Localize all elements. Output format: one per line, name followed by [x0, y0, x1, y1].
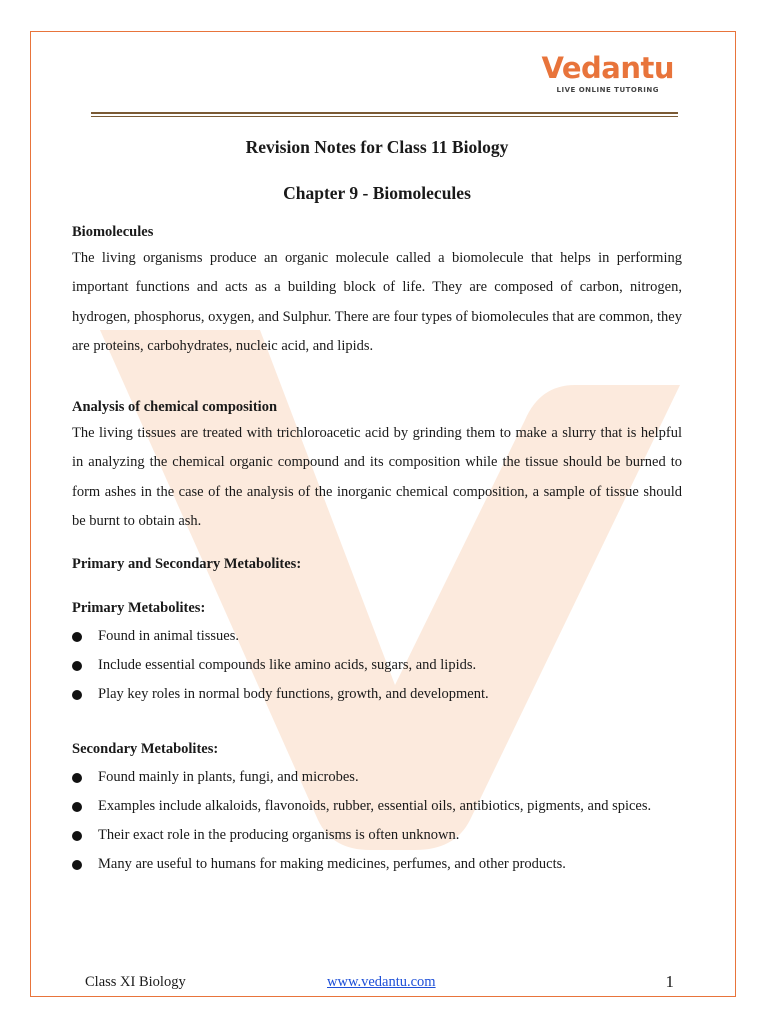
list-item: Found mainly in plants, fungi, and microbes.: [72, 763, 657, 792]
paragraph-analysis: The living tissues are treated with trichloroacetic acid by grinding them to make a slurry that is helpful in analyzing the chemical organic compound and its composition while the tissue should be burned to form ashes in the case of the analysis of the inorganic chemical composition, a sample of tissue should be burnt to obtain ash.: [72, 425, 682, 530]
header-rule: [91, 112, 678, 114]
section-heading-primary: Primary Metabolites:: [72, 600, 206, 617]
section-heading-secondary: Secondary Metabolites:: [72, 741, 219, 758]
logo-tagline: LIVE ONLINE TUTORING: [556, 86, 659, 94]
list-item: Found in animal tissues.: [72, 622, 682, 651]
primary-list: [72, 622, 682, 709]
page-content: [72, 130, 682, 879]
section-heading-biomolecules: Biomolecules: [72, 224, 154, 240]
vedantu-logo: [541, 52, 674, 94]
list-item: Examples include alkaloids, flavonoids, rubber, essential oils, antibiotics, pigments, and spices.: [72, 792, 657, 821]
page-footer: [85, 972, 674, 992]
list-item: Many are useful to humans for making medicines, perfumes, and other products.: [72, 850, 657, 879]
secondary-list: [72, 763, 657, 879]
footer-website-link[interactable]: www.vedantu.com: [327, 974, 436, 990]
paragraph-biomolecules: The living organisms produce an organic molecule called a biomolecule that helps in performing important functions and acts as a building block of life. They are composed of carbon, nitrogen, hydrogen, phosphorus, oxygen, and Sulphur. There are four types of biomolecules that are common, they are proteins, carbohydrates, nucleic acid, and lipids.: [72, 250, 682, 354]
section-heading-metabolites: Primary and Secondary Metabolites:: [72, 556, 302, 573]
footer-class-label: Class XI Biology: [85, 974, 186, 990]
list-item: Their exact role in the producing organisms is often unknown.: [72, 821, 657, 850]
logo-wordmark: Vedantu: [541, 51, 674, 85]
chapter-title: Chapter 9 - Biomolecules: [283, 183, 471, 203]
document-title: Revision Notes for Class 11 Biology: [245, 137, 509, 157]
section-heading-analysis: Analysis of chemical composition: [72, 399, 278, 416]
header-rule-thin: [91, 116, 678, 117]
list-item: Include essential compounds like amino acids, sugars, and lipids.: [72, 651, 682, 680]
list-item: Play key roles in normal body functions, growth, and development.: [72, 680, 682, 709]
page-number: 1: [665, 972, 674, 991]
